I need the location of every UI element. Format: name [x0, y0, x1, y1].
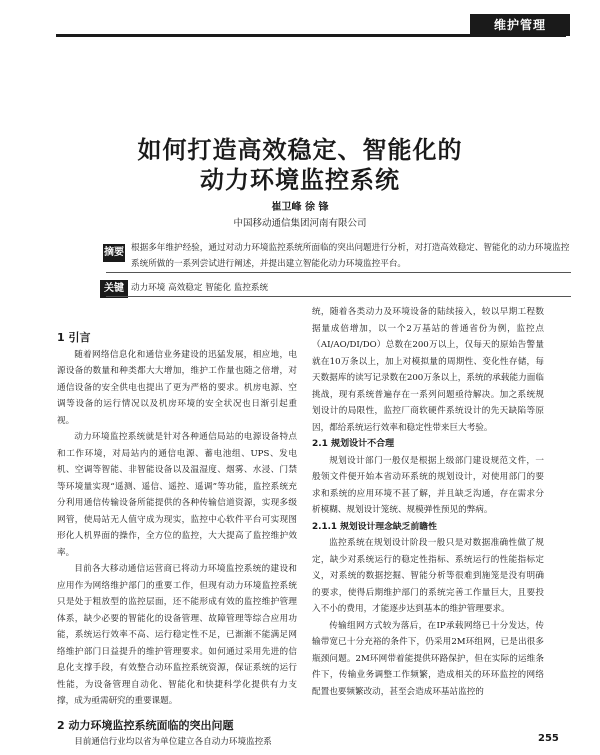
left-column	[57, 330, 297, 751]
paragraph: 规划设计部门一般仅是根据上级部门建设规范文件，一般领文件便开始本省动环系统的规划设计，对使用部门的要求和系统的应用环境不甚了解，并且缺乏沟通，存在需求分析模糊、规划设计笼统、规模弹性预见的弊病。	[312, 455, 544, 515]
subsection-2-1-heading: 2.1 规划设计不合理	[312, 439, 395, 449]
right-column	[312, 304, 544, 700]
authors: 崔卫峰 徐 锋	[271, 202, 329, 213]
section-2-heading: 2 动力环境监控系统面临的突出问题	[57, 718, 234, 732]
paragraph: 目前通信行业均以省为单位建立各自动力环境监控系	[74, 737, 272, 747]
article-title-line1: 如何打造高效稳定、智能化的	[137, 136, 463, 164]
section-1-heading: 1 引言	[57, 331, 91, 344]
keywords-divider	[106, 296, 571, 297]
abstract-label: 摘要	[103, 244, 125, 262]
abstract-divider	[106, 272, 571, 273]
page-header	[0, 0, 600, 38]
keywords-label: 关键词	[100, 280, 128, 298]
paragraph: 随着网络信息化和通信业务建设的迅猛发展，相应地，电源设备的数量和种类都大大增加，维护工作量也随之倍增，对通信设备的安全供电也提出了更为严格的要求。机房电源、空调等设备的运行情况以及机房环境的安全状况也日渐引起重视。	[57, 349, 297, 426]
abstract-text: 根据多年维护经验，通过对动力环境监控系统所面临的突出问题进行分析，对打造高效稳定、智能化的动力环境监控系统所做的一系列尝试进行阐述，并提出建立智能化动力环境监控平台。	[131, 243, 570, 269]
paragraph: 传输组网方式较为落后，在IP承载网络已十分发达，传输带宽已十分充裕的条件下，仍采用2M环组网，已是出很多瓶颈问题。2M环网带着能提供环路保护，但在实际的运维条件下，传输业务调整工作频繁，造成相关的环环监控的网络配置也要频繁改动，甚至会造成环基站监控的	[312, 620, 544, 697]
paragraph: 目前各大移动通信运营商已将动力环境监控系统的建设和应用作为网络维护部门的重要工作，但现有动力环境监控系统只是处于粗放型的监控层面，还不能形成有效的监控维护管理体系，缺少必要的智能化的设备管理、故障管理等综合应用功能，系统运行效率不高、运行稳定性不足，已渐渐不能满足网络维护部门日益提升的维护管理要求。如何通过采用先进的信息化支撑手段，有效整合动环监控系统资源，保证系统的运行性能，为设备管理自动化、智能化和快捷科学化提供有力支撑，成为亟需研究的重要课题。	[57, 564, 297, 706]
section-tab: 维护管理	[470, 14, 570, 36]
affiliation: 中国移动通信集团河南有限公司	[233, 218, 367, 229]
paragraph: 统，随着各类动力及环境设备的陆续接入，较以早期工程数据量成倍增加，以一个2万基站的普通省份为例，监控点（AI/AO/DI/DO）总数在200万以上，仅每天的原始告警量就在10万条以上，加上对模拟量的周期性、变化性存储，每天数据库的读写记录数在200万条以上，系统的承载能力面临挑战，现有系统普遍存在一系列问题亟待解决。加之系统规划设计的局限性，监控厂商软硬件系统设计的先天缺陷等原因，都给系统运行效率和稳定性带来巨大考验。	[312, 307, 544, 433]
keywords-text: 动力环境 高效稳定 智能化 监控系统	[131, 283, 269, 293]
article-title-line2: 动力环境监控系统	[200, 166, 400, 194]
paragraph: 动力环境监控系统就是针对各种通信局站的电源设备特点和工作环境，对局站内的通信电源、蓄电池组、UPS、发电机、空调等智能、非智能设备以及温湿度、烟雾、水浸、门禁等环境量实现“遥测、遥信、遥控、遥调”等功能，监控系统充分利用通信传输设备所能提供的各种传输信道资源，实现多级网管，使局站无人值守成为现实，监控中心软件平台可实现图形化人机界面的操作，全方位的监控，大大提高了监控维护效率。	[57, 432, 297, 558]
subsection-2-1-1-heading: 2.1.1 规划设计理念缺乏前瞻性	[312, 521, 437, 532]
page-number: 255	[538, 733, 559, 744]
paragraph: 监控系统在规划设计阶段一般只是对数据准确性做了规定，缺少对系统运行的稳定性指标、系统运行的性能指标定义，对系统的数据挖掘、智能分析等很难到施笼是没有明确的要求，使得后期维护部门的系统完善工作量巨大，且要投入不小的费用，才能逐步达到基本的维护管理要求。	[312, 538, 544, 614]
